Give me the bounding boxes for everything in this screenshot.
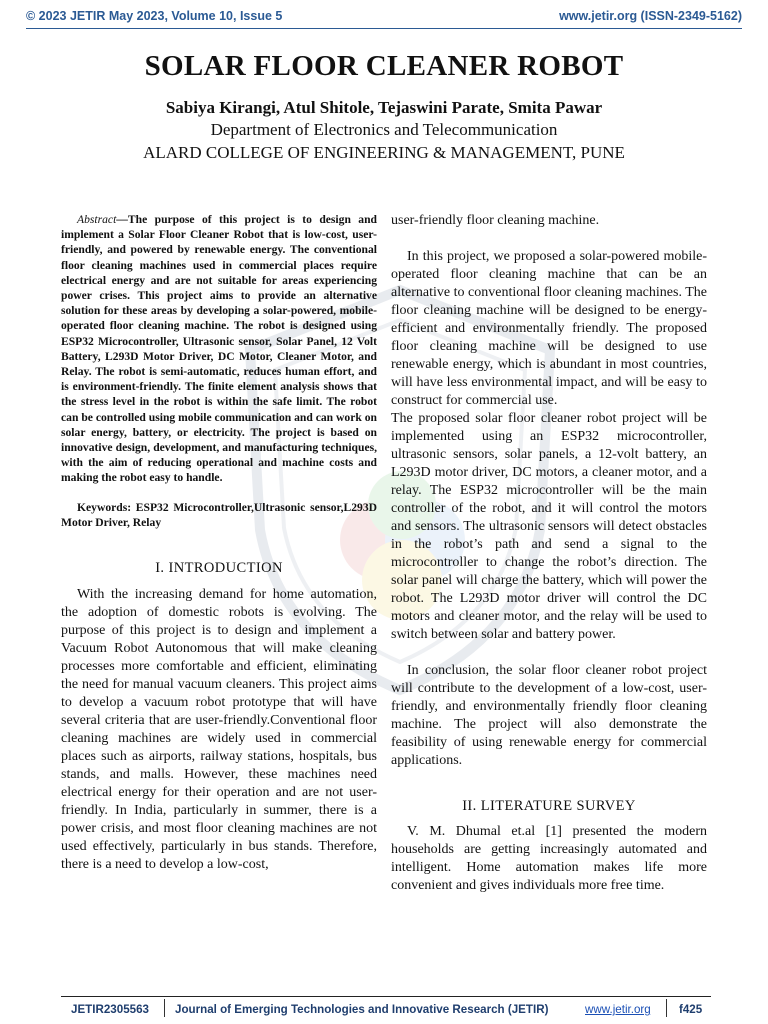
intro-paragraph-proposal: In this project, we proposed a solar-powered mobile-operated floor cleaning machine that can be an alternative to conventional floor cleaning machines. The floor cleaning machine will be designed to be energy-efficient and environmentally friendly. The proposed floor cleaning machine will be designed to use renewable energy, which is abundant in most countries, will have less environmental impact, and will be easy to construct for commercial use.	[391, 249, 707, 408]
intro-continued-text: user-friendly floor cleaning machine.	[391, 213, 600, 228]
journal-header	[26, 6, 742, 28]
abstract	[61, 212, 377, 486]
header-rule	[26, 28, 742, 29]
footer-paper-id: JETIR2305563	[71, 1003, 149, 1016]
footer-website-link[interactable]: www.jetir.org	[585, 1003, 651, 1016]
right-column	[391, 212, 707, 895]
paper-department: Department of Electronics and Telecommunication	[210, 120, 558, 139]
paper-college: ALARD COLLEGE OF ENGINEERING & MANAGEMENT, PUNE	[143, 143, 625, 162]
footer-page-number: f425	[679, 1003, 703, 1016]
header-website: www.jetir.org (ISSN-2349-5162)	[559, 9, 742, 23]
journal-footer	[61, 996, 711, 1021]
abstract-label: Abstract	[77, 213, 117, 226]
introduction-heading: I. INTRODUCTION	[155, 560, 283, 577]
intro-paragraph-implementation: The proposed solar floor cleaner robot project will be implemented using an ESP32 microcontroller, ultrasonic sensors, solar panels, a 12-volt battery, an L293D motor driver, DC motors, a cleaner motor, and a relay. The ESP32 microcontroller will be the main controller of the robot, and it will control the motors and sensors. The ultrasonic sensors will detect obstacles in the robot’s path and send a signal to the microcontroller to change the robot’s direction. The solar panel will charge the battery, which will power the robot. The L293D motor driver will control the DC motors and cleaner motor, and the relay will be used to switch between solar and battery power.	[391, 411, 707, 642]
introduction-text: With the increasing demand for home automation, the adoption of domestic robots is evolving. The purpose of this project is to design and implement a Vacuum Robot Autonomous that will make cleaning processes more comfortable and efficient, eliminating the need for manual vacuum cleaners. This project aims to develop a vacuum robot prototype that will have several criteria that are user-friendly.Conventional floor cleaning machines are widely used in commercial places such as airports, railway stations, hospitals, bus stands, and malls. However, these machines need electrical energy for their operation and are not user-friendly. In India, particularly in summer, there is a power crisis, and most floor cleaning machines are not used effectively, particularly in bus stands. Therefore, there is a need to develop a low-cost,	[61, 587, 377, 873]
left-column	[61, 212, 377, 874]
abstract-text: —The purpose of this project is to design and implement a Solar Floor Cleaner Robot that is low-cost, user-friendly, and powered by renewable energy. The conventional floor cleaning machines used in commercial places require electrical energy and are not suitable for areas experiencing power crises. This project aims to provide an alternative solution for these areas by developing a solar-powered, mobile-operated floor cleaning machine. The robot is designed using ESP32 Microcontroller, Ultrasonic sensor, Solar Panel, 12 Volt Battery, L293D Motor Driver, DC Motor, Cleaner Motor, and Relay. The robot is semi-automatic, reduces human effort, and is environment-friendly. The finite element analysis shows that the stress level in the robot is within the safe limit. The robot can be controlled using mobile communication and can work on solar energy, battery, or electricity. The project is based on innovative design, development, and manufacturing techniques, with the aim of reducing operational and machine costs and making the robot easy to handle.	[61, 213, 377, 485]
footer-separator	[164, 999, 165, 1017]
paper-authors: Sabiya Kirangi, Atul Shitole, Tejaswini Parate, Smita Pawar	[165, 98, 603, 117]
footer-journal-name: Journal of Emerging Technologies and Innovative Research (JETIR)	[175, 1003, 549, 1016]
literature-heading: II. LITERATURE SURVEY	[462, 798, 636, 814]
header-issue-info: © 2023 JETIR May 2023, Volume 10, Issue 5	[26, 9, 283, 23]
intro-paragraph-conclusion: In conclusion, the solar floor cleaner robot project will contribute to the development of a low-cost, user-friendly, and environmentally friendly floor cleaning machine. The project will also demonstrate the feasibility of using renewable energy for commercial applications.	[391, 663, 707, 768]
paper-title: SOLAR FLOOR CLEANER ROBOT	[144, 50, 624, 82]
footer-separator	[666, 999, 667, 1017]
keywords: Keywords: ESP32 Microcontroller,Ultrasonic sensor,L293D Motor Driver, Relay	[61, 500, 377, 529]
literature-text: V. M. Dhumal et.al [1] presented the modern households are getting increasingly automated and intelligent. Home automation makes life more convenient and gives individuals more free time.	[391, 824, 707, 893]
